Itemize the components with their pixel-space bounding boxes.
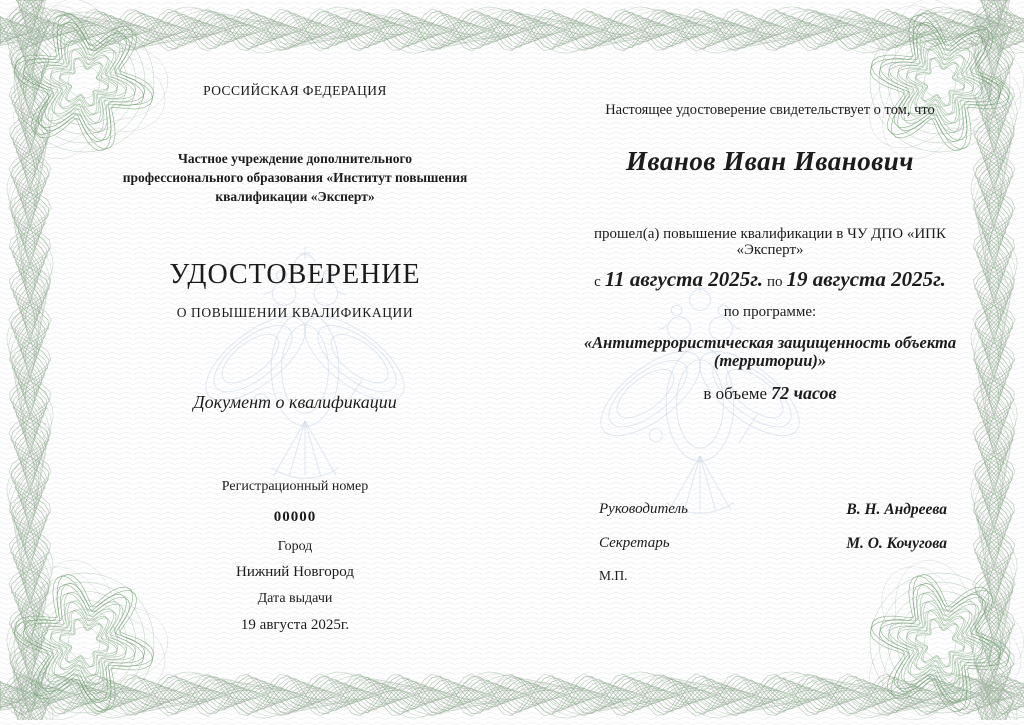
director-name: В. Н. Андреева [846, 501, 947, 518]
certificate-title: УДОСТОВЕРЕНИЕ [169, 259, 421, 290]
city-value: Нижний Новгород [236, 564, 354, 580]
document-type-label: Документ о квалификации [193, 392, 397, 412]
country-label: РОССИЙСКАЯ ФЕДЕРАЦИЯ [203, 83, 387, 98]
issue-date-label: Дата выдачи [257, 591, 333, 606]
registration-number-label: Регистрационный номер [221, 479, 369, 494]
holder-name: Иванов Иван Иванович [626, 146, 914, 176]
issue-date-value: 19 августа 2025г. [240, 617, 350, 633]
statement-text: Настоящее удостоверение свидетельствует о том, что [605, 102, 935, 118]
director-role-label: Руководитель [599, 501, 688, 517]
program-line-1: «Антитеррористическая защищенность объекта [583, 333, 957, 352]
period-end-date: 19 августа 2025г. [786, 267, 946, 291]
secretary-role-label: Секретарь [599, 535, 670, 551]
institution-line-1: Частное учреждение дополнительного [177, 151, 413, 166]
volume-value: 72 часов [771, 383, 837, 403]
program-label: по программе: [723, 304, 817, 320]
program-line-2: (территории)» [713, 351, 827, 370]
period-prefix: с [594, 274, 601, 290]
secretary-name: М. О. Кочугова [846, 535, 947, 552]
completion-line-2: «Эксперт» [736, 242, 804, 258]
period-start-date: 11 августа 2025г. [604, 267, 763, 291]
completion-line-1: прошел(а) повышение квалификации в ЧУ ДПО «ИПК [593, 226, 947, 242]
signature-row-director [537, 501, 1003, 519]
institution-line-2: профессионального образования «Институт повышения [122, 170, 468, 185]
volume-prefix: в объеме [703, 384, 768, 403]
institution-line-3: квалификации «Эксперт» [215, 189, 375, 204]
program-name [537, 334, 1003, 370]
certificate-subtitle: О ПОВЫШЕНИИ КВАЛИФИКАЦИИ [176, 305, 414, 320]
city-label: Город [277, 539, 313, 554]
registration-number-value: 00000 [273, 509, 317, 525]
training-period [537, 266, 1003, 292]
stamp-place-label: М.П. [599, 568, 628, 583]
volume-line [537, 382, 1003, 405]
completion-text [537, 226, 1003, 258]
signature-row-secretary [537, 535, 1003, 553]
period-middle: по [766, 274, 783, 290]
institution-name [60, 149, 530, 206]
